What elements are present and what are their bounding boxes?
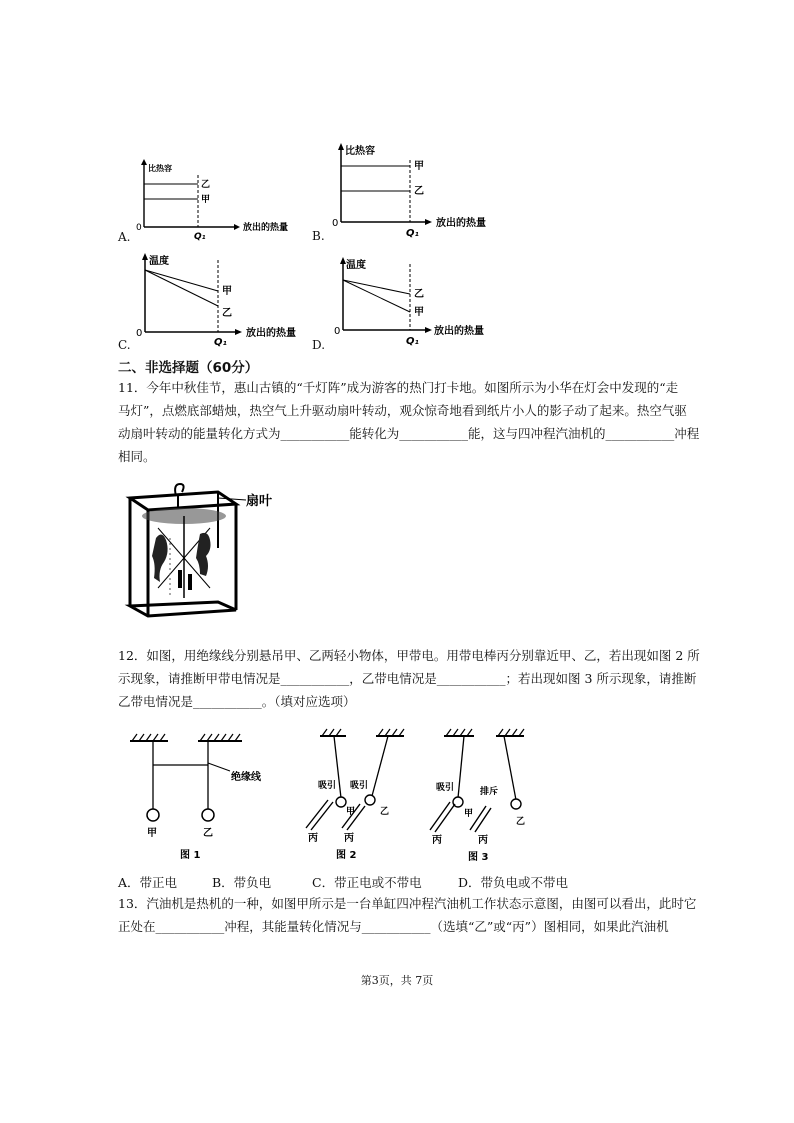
graph-a-xlabel: 放出的热量: [243, 223, 289, 233]
q11-line4: 相同。: [118, 449, 156, 464]
fan-blade-label: 扇叶: [246, 494, 273, 509]
page-footer: 第3页，共 7页: [360, 974, 434, 987]
fig3-jia: 甲: [464, 809, 474, 819]
figure-1-svg: [118, 725, 288, 865]
q11-line1: 11．今年中秋佳节，惠山古镇的“千灯阵”成为游客的热门打卡地。如图所示为小华在灯会中发现的“走: [118, 380, 679, 395]
graph-c-bottom-label: 乙: [222, 308, 232, 319]
q12-option-a: A．带正电: [118, 875, 178, 890]
q11-line3: 动扇叶转动的能量转化方式为___________能转化为___________能，这与四冲程汽油机的___________冲程: [118, 426, 700, 441]
graph-c-top-label: 甲: [222, 286, 232, 297]
figure-3: [424, 718, 554, 868]
section-title: 二、非选择题（60分）: [118, 360, 259, 376]
graph-c-xlabel: 放出的热量: [246, 328, 296, 339]
graph-b-q1: Q₁: [406, 228, 419, 239]
q11-line2: 马灯”，点燃底部蜡烛，热空气上升驱动扇叶转动，观众惊奇地看到纸片小人的影子动了起来。热空气驱: [118, 403, 687, 418]
q12-line2: 示现象，请推断甲带电情况是___________，乙带电情况是___________；若出现如图 3 所示现象，请推断: [118, 671, 697, 686]
graph-d-xlabel: 放出的热量: [434, 326, 484, 337]
fig3-yi: 乙: [516, 817, 526, 827]
fig3-caption: 图 3: [468, 852, 489, 863]
graph-a-letter: A.: [118, 230, 131, 244]
graph-d-bottom-label: 甲: [414, 307, 424, 318]
graph-a-bottom-label: 甲: [201, 195, 211, 205]
graph-c-q1: Q₁: [214, 337, 227, 348]
graph-b-top-label: 甲: [414, 161, 424, 172]
lantern-svg: [118, 478, 278, 623]
fig3-attract: 吸引: [436, 783, 455, 793]
graph-b-letter: B.: [312, 229, 325, 243]
graph-c-svg: [118, 250, 328, 350]
graph-d-top-label: 乙: [414, 289, 424, 300]
lantern-figure: [118, 478, 278, 623]
graph-b: [318, 138, 518, 246]
fig2-bing2: 丙: [344, 833, 354, 844]
q12-line1: 12．如图，用绝缘线分别悬吊甲、乙两轻小物体，甲带电。用带电棒丙分别靠近甲、乙，若出现如图 2 所: [118, 648, 700, 663]
graph-a: [118, 155, 318, 250]
q12-option-b: B．带负电: [212, 875, 272, 890]
fig1-thread-label: 绝缘线: [231, 772, 261, 783]
graph-b-bottom-label: 乙: [414, 186, 424, 197]
fig3-repel: 排斥: [480, 787, 499, 797]
graph-d-ylabel: 温度: [346, 260, 366, 271]
graph-c: [118, 250, 328, 350]
graph-d-svg: [318, 250, 528, 350]
fig1-jia: 甲: [147, 828, 157, 839]
graph-d-origin: 0: [334, 326, 341, 337]
q12-option-c: C．带正电或不带电: [312, 875, 422, 890]
graph-a-ylabel: 比热容: [148, 164, 172, 173]
graph-d: [318, 250, 528, 350]
graph-a-svg: [118, 155, 318, 250]
q12-option-d: D．带负电或不带电: [458, 875, 569, 890]
graph-b-svg: [318, 138, 518, 246]
graph-d-q1: Q₁: [406, 336, 419, 347]
fig2-attract2: 吸引: [350, 781, 369, 791]
figure-3-svg: [424, 718, 554, 868]
figure-2: [296, 718, 426, 863]
fig2-yi: 乙: [380, 807, 390, 817]
graph-b-origin: 0: [332, 218, 339, 229]
q12-line3: 乙带电情况是___________。（填对应选项）: [118, 694, 356, 709]
fig2-caption: 图 2: [336, 850, 357, 861]
fig1-caption: 图 1: [180, 850, 201, 861]
fig3-bing2: 丙: [478, 835, 488, 846]
graph-a-top-label: 乙: [201, 180, 211, 190]
graph-c-letter: C.: [118, 338, 131, 352]
graph-a-q1: Q₁: [194, 232, 206, 242]
fig2-attract1: 吸引: [318, 781, 337, 791]
graph-a-origin: 0: [136, 223, 142, 233]
graph-b-xlabel: 放出的热量: [436, 218, 486, 229]
graph-c-ylabel: 温度: [149, 256, 169, 267]
figure-1: [118, 725, 288, 865]
graph-c-origin: 0: [136, 328, 143, 339]
fig2-bing1: 丙: [308, 833, 318, 844]
fig3-bing1: 丙: [432, 835, 442, 846]
q13-line2: 正处在___________冲程，其能量转化情况与___________（选填“乙”或“丙”）图相同，如果此汽油机: [118, 919, 669, 934]
fig1-yi: 乙: [203, 828, 213, 839]
q13-line1: 13．汽油机是热机的一种，如图甲所示是一台单缸四冲程汽油机工作状态示意图，由图可以看出，此时它: [118, 896, 697, 911]
figure-2-svg: [296, 718, 426, 863]
fig2-jia: 甲: [346, 807, 356, 817]
graph-d-letter: D.: [312, 338, 326, 352]
graph-b-ylabel: 比热容: [345, 146, 375, 157]
